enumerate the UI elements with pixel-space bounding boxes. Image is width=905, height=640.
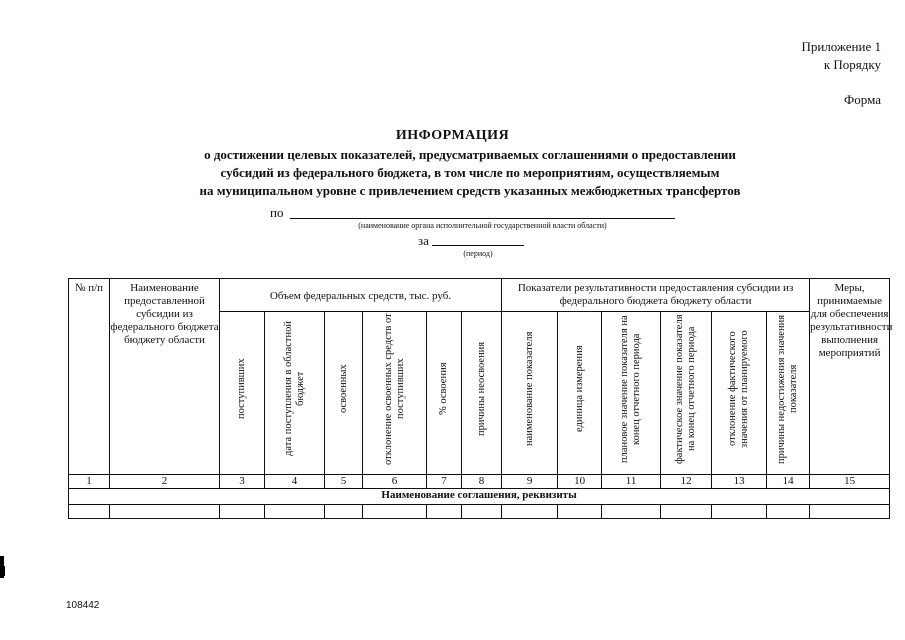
header-spent: освоенных xyxy=(325,312,363,475)
col-number: 12 xyxy=(661,475,712,489)
header-percent-spent: % освоения xyxy=(427,312,462,475)
col-number: 7 xyxy=(427,475,462,489)
appendix-note xyxy=(801,38,881,74)
col-number: 8 xyxy=(462,475,502,489)
header-indicators-group: Показатели результативности предоставления субсидии из федерального бюджета бюджету области xyxy=(502,279,810,312)
document-title: ИНФОРМАЦИЯ xyxy=(395,128,510,143)
col-number: 4 xyxy=(265,475,325,489)
col-number: 15 xyxy=(810,475,890,489)
authority-caption: (наименование органа исполнительной государственной власти области) xyxy=(358,221,607,230)
table-cell[interactable] xyxy=(462,505,502,519)
header-failure-reasons: причины недостижения значения показателя xyxy=(767,312,810,475)
scan-mark xyxy=(0,566,5,576)
col-number: 1 xyxy=(69,475,110,489)
header-receipt-date: дата поступления в областной бюджет xyxy=(265,312,325,475)
column-numbers-row xyxy=(69,475,890,489)
col-number: 9 xyxy=(502,475,558,489)
col-number: 14 xyxy=(767,475,810,489)
table-cell[interactable] xyxy=(661,505,712,519)
header-deviation-value: отклонение фактического значения от планируемого xyxy=(712,312,767,475)
col-number: 6 xyxy=(363,475,427,489)
table-cell[interactable] xyxy=(363,505,427,519)
header-actual-value: фактическое значение показателя на конец отчетного периода xyxy=(661,312,712,475)
header-volume-group: Объем федеральных средств, тыс. руб. xyxy=(220,279,502,312)
table-cell[interactable] xyxy=(767,505,810,519)
appendix-line-2: к Порядку xyxy=(823,57,881,72)
period-caption: (период) xyxy=(463,249,493,258)
table-cell[interactable] xyxy=(558,505,602,519)
table-cell[interactable] xyxy=(69,505,110,519)
table-cell[interactable] xyxy=(712,505,767,519)
header-deviation-funds: отклонение освоенных средств от поступивших xyxy=(363,312,427,475)
col-number: 13 xyxy=(712,475,767,489)
col-number: 5 xyxy=(325,475,363,489)
table-cell[interactable] xyxy=(110,505,220,519)
report-table xyxy=(68,278,893,519)
table-cell[interactable] xyxy=(810,505,890,519)
document-subtitle xyxy=(110,146,830,200)
table-cell[interactable] xyxy=(265,505,325,519)
header-subsidy-name: Наименование предоставленной субсидии из федерального бюджета бюджету области xyxy=(110,279,220,475)
period-field[interactable] xyxy=(432,245,524,246)
table-cell[interactable] xyxy=(325,505,363,519)
table-cell[interactable] xyxy=(220,505,265,519)
table-row xyxy=(69,505,890,519)
header-unit: единица измерения xyxy=(558,312,602,475)
col-number: 10 xyxy=(558,475,602,489)
table-cell[interactable] xyxy=(502,505,558,519)
header-indicator-name: наименование показателя xyxy=(502,312,558,475)
header-planned-value: плановое значение показателя на конец отчетного периода xyxy=(602,312,661,475)
document-number: 108442 xyxy=(66,600,100,611)
agreement-row: Наименование соглашения, реквизиты xyxy=(69,489,890,505)
table-cell[interactable] xyxy=(427,505,462,519)
form-label: Форма xyxy=(844,92,881,107)
header-num: № п/п xyxy=(69,279,110,475)
po-label: по xyxy=(270,205,284,220)
header-received: поступивших xyxy=(220,312,265,475)
header-unspent-reasons: причины неосвоения xyxy=(462,312,502,475)
col-number: 3 xyxy=(220,475,265,489)
authority-name-field[interactable] xyxy=(290,218,675,219)
subtitle-line-3: на муниципальном уровне с привлечением средств указанных межбюджетных трансфертов xyxy=(199,183,741,198)
header-measures: Меры, принимаемые для обеспечения результативности выполнения мероприятий xyxy=(810,279,890,475)
table-cell[interactable] xyxy=(602,505,661,519)
appendix-line-1: Приложение 1 xyxy=(801,39,881,54)
subtitle-line-2: субсидий из федерального бюджета, в том числе по мероприятиям, осуществляемым xyxy=(220,165,720,180)
za-label: за xyxy=(418,233,429,248)
col-number: 11 xyxy=(602,475,661,489)
subtitle-line-1: о достижении целевых показателей, предусматриваемых соглашениями о предоставлении xyxy=(204,147,736,162)
col-number: 2 xyxy=(110,475,220,489)
